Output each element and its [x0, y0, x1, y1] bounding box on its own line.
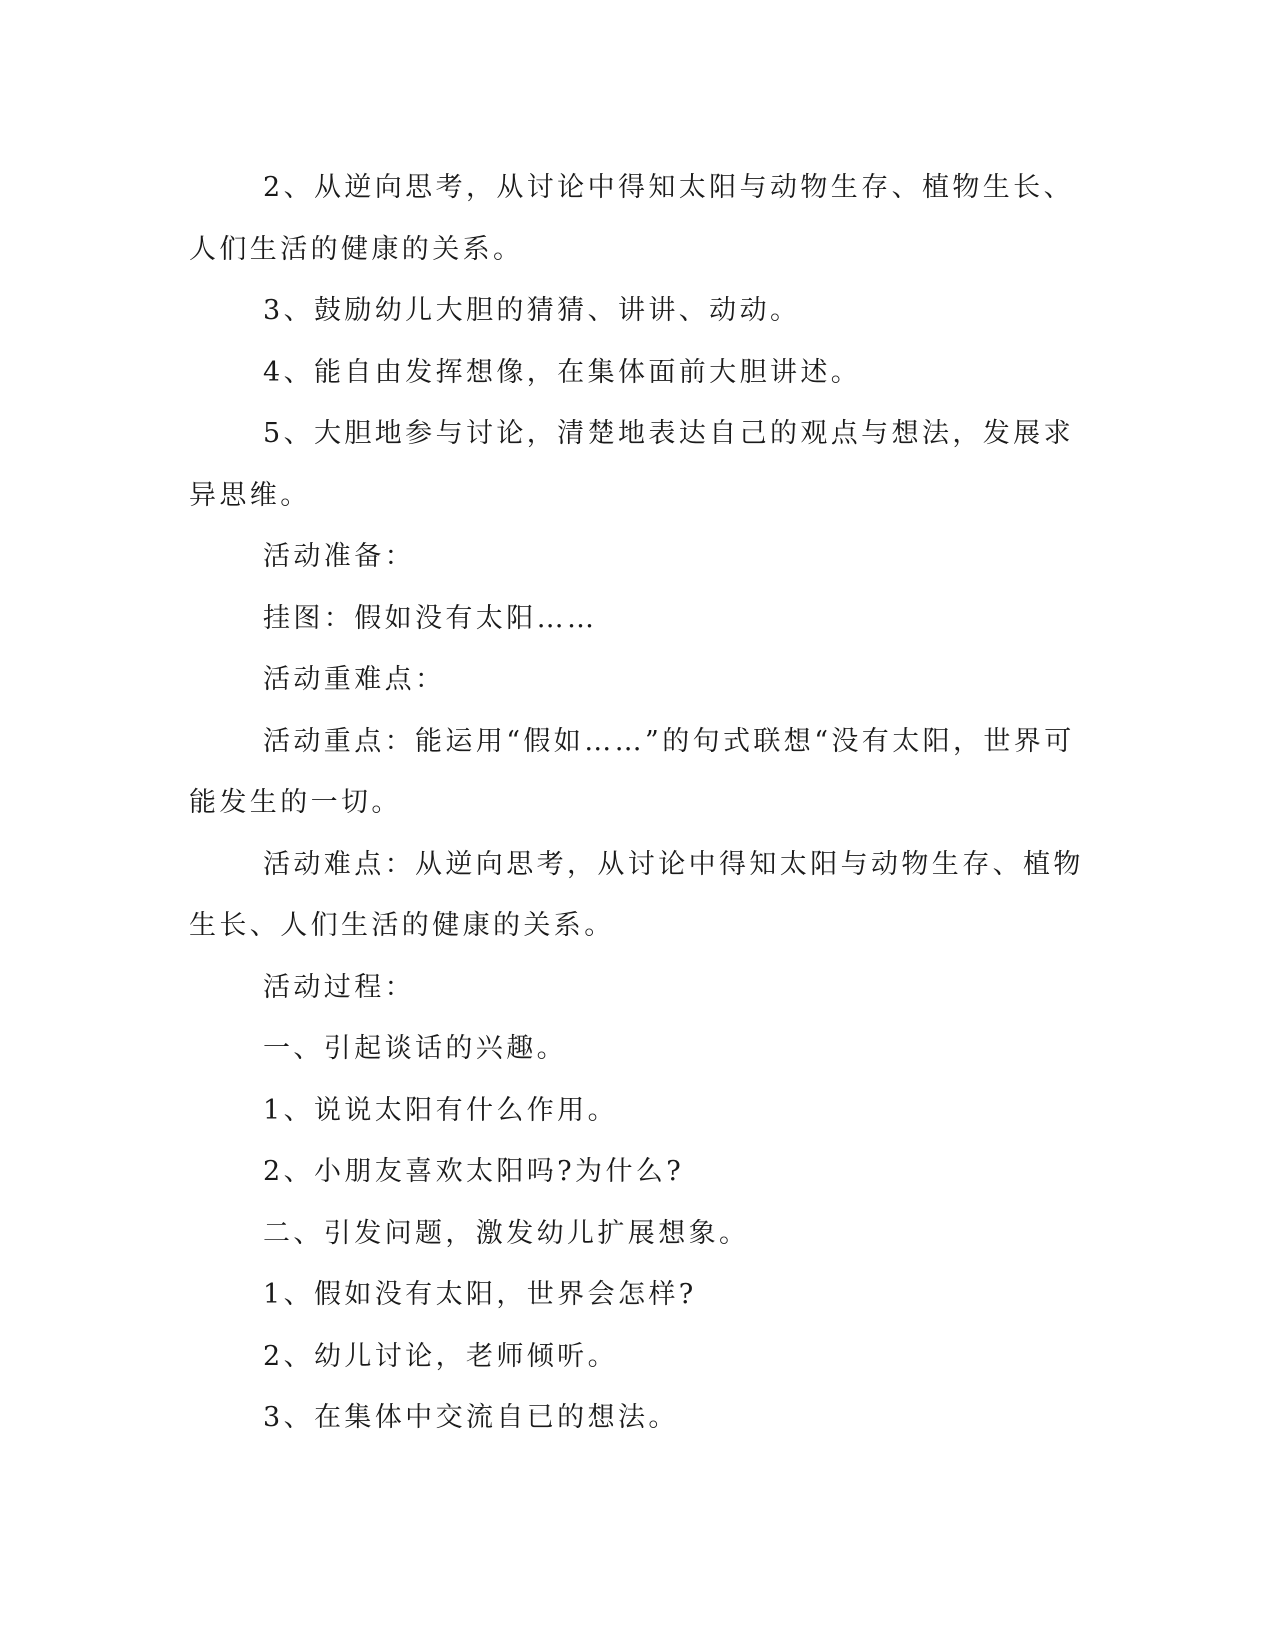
paragraph-difficult-point: 活动难点：从逆向思考，从讨论中得知太阳与动物生存、植物生长、人们生活的健康的关系。 — [189, 848, 1084, 941]
section-heading-2: 二、引发问题，激发幼儿扩展想象。 — [263, 1217, 750, 1249]
list-item-1-1: 1、说说太阳有什么作用。 — [263, 1094, 618, 1126]
list-item-2-1: 1、假如没有太阳，世界会怎样? — [263, 1279, 697, 1310]
paragraph-objective-5: 5、大胆地参与讨论，清楚地表达自己的观点与想法，发展求异思维。 — [189, 418, 1074, 511]
paragraph-objective-3: 3、鼓励幼儿大胆的猜猜、讲讲、动动。 — [263, 295, 801, 326]
heading-activity-process: 活动过程： — [263, 971, 415, 1003]
list-item-2-2: 2、幼儿讨论，老师倾听。 — [263, 1340, 618, 1372]
paragraph-key-point: 活动重点：能运用“假如……”的句式联想“没有太阳，世界可能发生的一切。 — [189, 725, 1075, 818]
list-item-2-3: 3、在集体中交流自已的想法。 — [263, 1402, 679, 1433]
list-item-1-2: 2、小朋友喜欢太阳吗?为什么? — [263, 1156, 685, 1187]
paragraph-objective-2: 2、从逆向思考，从讨论中得知太阳与动物生存、植物生长、人们生活的健康的关系。 — [189, 172, 1074, 265]
heading-activity-preparation: 活动准备： — [263, 541, 415, 572]
paragraph-wall-chart: 挂图：假如没有太阳…… — [263, 602, 598, 634]
section-heading-1: 一、引起谈话的兴趣。 — [263, 1033, 567, 1064]
document-body — [189, 157, 1089, 1449]
paragraph-objective-4: 4、能自由发挥想像，在集体面前大胆讲述。 — [263, 356, 862, 388]
heading-key-difficult-points: 活动重难点： — [263, 664, 446, 695]
